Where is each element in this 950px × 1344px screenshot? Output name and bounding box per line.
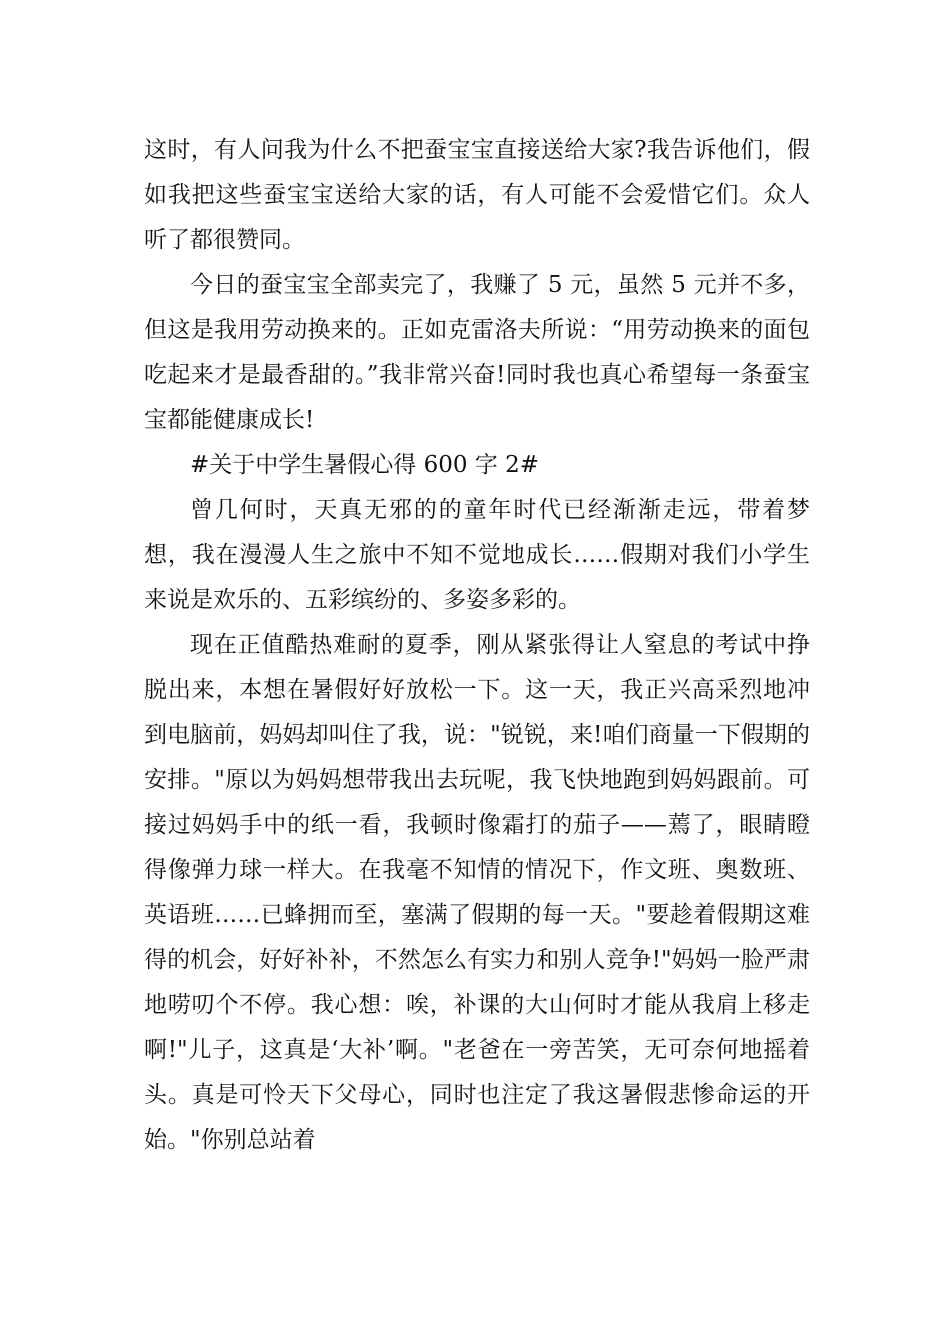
paragraph-1: 这时，有人问我为什么不把蚕宝宝直接送给大家?我告诉他们，假如我把这些蚕宝宝送给大家的话，有人可能不会爱惜它们。众人听了都很赞同。 [144,137,810,253]
document-body [144,128,810,1163]
paragraph-3: 曾几何时，天真无邪的的童年时代已经渐渐走远，带着梦想，我在漫漫人生之旅中不知不觉地成长……假期对我们小学生来说是欢乐的、五彩缤纷的、多姿多彩的。 [144,497,810,613]
section-heading: #关于中学生暑假心得 600 字 2# [190,452,540,478]
paragraph-4: 现在正值酷热难耐的夏季，刚从紧张得让人窒息的考试中挣脱出来，本想在暑假好好放松一下。这一天，我正兴高采烈地冲到电脑前，妈妈却叫住了我，说："锐锐，来!咱们商量一下假期的安排。"原以为妈妈想带我出去玩呢，我飞快地跑到妈妈跟前。可接过妈妈手中的纸一看，我顿时像霜打的茄子——蔫了，眼睛瞪得像弹力球一样大。在我毫不知情的情况下，作文班、奥数班、英语班……已蜂拥而至，塞满了假期的每一天。"要趁着假期这难得的机会，好好补补，不然怎么有实力和别人竞争!"妈妈一脸严肃地唠叨个不停。我心想：唉，补课的大山何时才能从我肩上移走啊!"儿子，这真是‘大补’啊。"老爸在一旁苦笑，无可奈何地摇着头。真是可怜天下父母心，同时也注定了我这暑假悲惨命运的开始。"你别总站着 [144,632,810,1153]
paragraph-2: 今日的蚕宝宝全部卖完了，我赚了 5 元，虽然 5 元并不多，但这是我用劳动换来的。正如克雷洛夫所说：“用劳动换来的面包吃起来才是最香甜的。”我非常兴奋!同时我也真心希望每一条蚕宝宝都能健康成长! [144,272,810,433]
